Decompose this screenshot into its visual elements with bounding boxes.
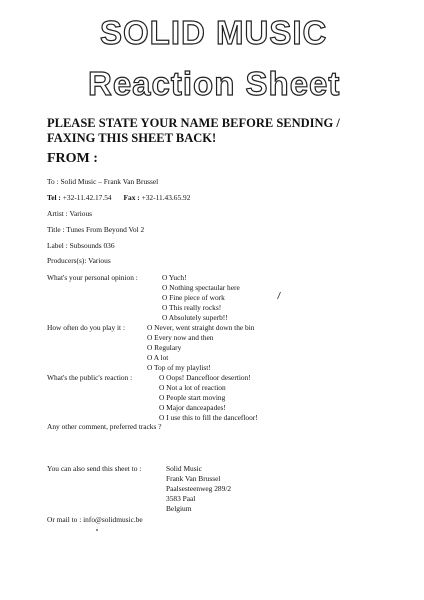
- send-prefix: You can also send this sheet to :: [47, 464, 142, 473]
- fax-value: +32-11.43.65.92: [141, 193, 191, 202]
- frequency-option[interactable]: O Every now and then: [147, 333, 214, 342]
- title-reaction-sheet: Reaction Sheet: [88, 65, 341, 102]
- reaction-option[interactable]: O People start moving: [159, 393, 226, 402]
- frequency-question: How often do you play it :: [47, 323, 126, 332]
- reaction-option[interactable]: O Major danceapades!: [159, 403, 226, 412]
- contact-line: [47, 193, 190, 203]
- from-heading: FROM :: [47, 151, 98, 166]
- frequency-option[interactable]: O Never, went straight down the bin: [147, 323, 255, 332]
- frequency-option[interactable]: O Regulary: [147, 343, 182, 352]
- to-line: To : Solid Music – Frank Van Brussel: [47, 177, 159, 186]
- title-solid-music: SOLID MUSIC: [100, 14, 328, 51]
- speck: [96, 529, 98, 531]
- artist-line: Artist : Various: [47, 209, 93, 218]
- address-line: 3583 Paal: [166, 494, 196, 503]
- reaction-question: What's the public's reaction :: [47, 373, 133, 382]
- opinion-option[interactable]: O Absolutely superb!!: [162, 313, 228, 322]
- pen-mark: [276, 291, 282, 301]
- address-line: Belgium: [166, 504, 192, 513]
- address-line: Frank Van Brussel: [166, 474, 221, 483]
- title-line: Title : Tunes From Beyond Vol 2: [47, 225, 145, 234]
- tel-value: +32-11.42.17.54: [62, 193, 112, 202]
- opinion-question: What's your personal opinion :: [47, 273, 138, 282]
- fax-label: Fax :: [123, 193, 140, 202]
- opinion-option[interactable]: O Fine piece of work: [162, 293, 225, 302]
- opinion-option[interactable]: O Yuch!: [162, 273, 187, 282]
- address-line: Paalsesteenweg 289/2: [166, 484, 232, 493]
- reaction-option[interactable]: O I use this to fill the dancefloor!: [159, 413, 258, 422]
- reaction-option[interactable]: O Not a lot of reaction: [159, 383, 226, 392]
- opinion-option[interactable]: O This really rocks!: [162, 303, 222, 312]
- tel-label: Tel :: [47, 193, 61, 202]
- opinion-option[interactable]: O Nothing spectaular here: [162, 283, 240, 292]
- comment-prompt: Any other comment, preferred tracks ?: [47, 422, 162, 431]
- mail-line: Or mail to : info@solidmusic.be: [47, 515, 143, 524]
- frequency-option[interactable]: O A lot: [147, 353, 169, 362]
- producers-line: Producers(s): Various: [47, 256, 111, 265]
- reaction-option[interactable]: O Oops! Dancefloor desertion!: [159, 373, 251, 382]
- address-line: Solid Music: [166, 464, 202, 473]
- warning-notice: PLEASE STATE YOUR NAME BEFORE SENDING / FAXING THIS SHEET BACK!: [47, 116, 340, 145]
- frequency-option[interactable]: O Top of my playlist!: [147, 363, 211, 372]
- label-line: Label : Subsounds 036: [47, 241, 115, 250]
